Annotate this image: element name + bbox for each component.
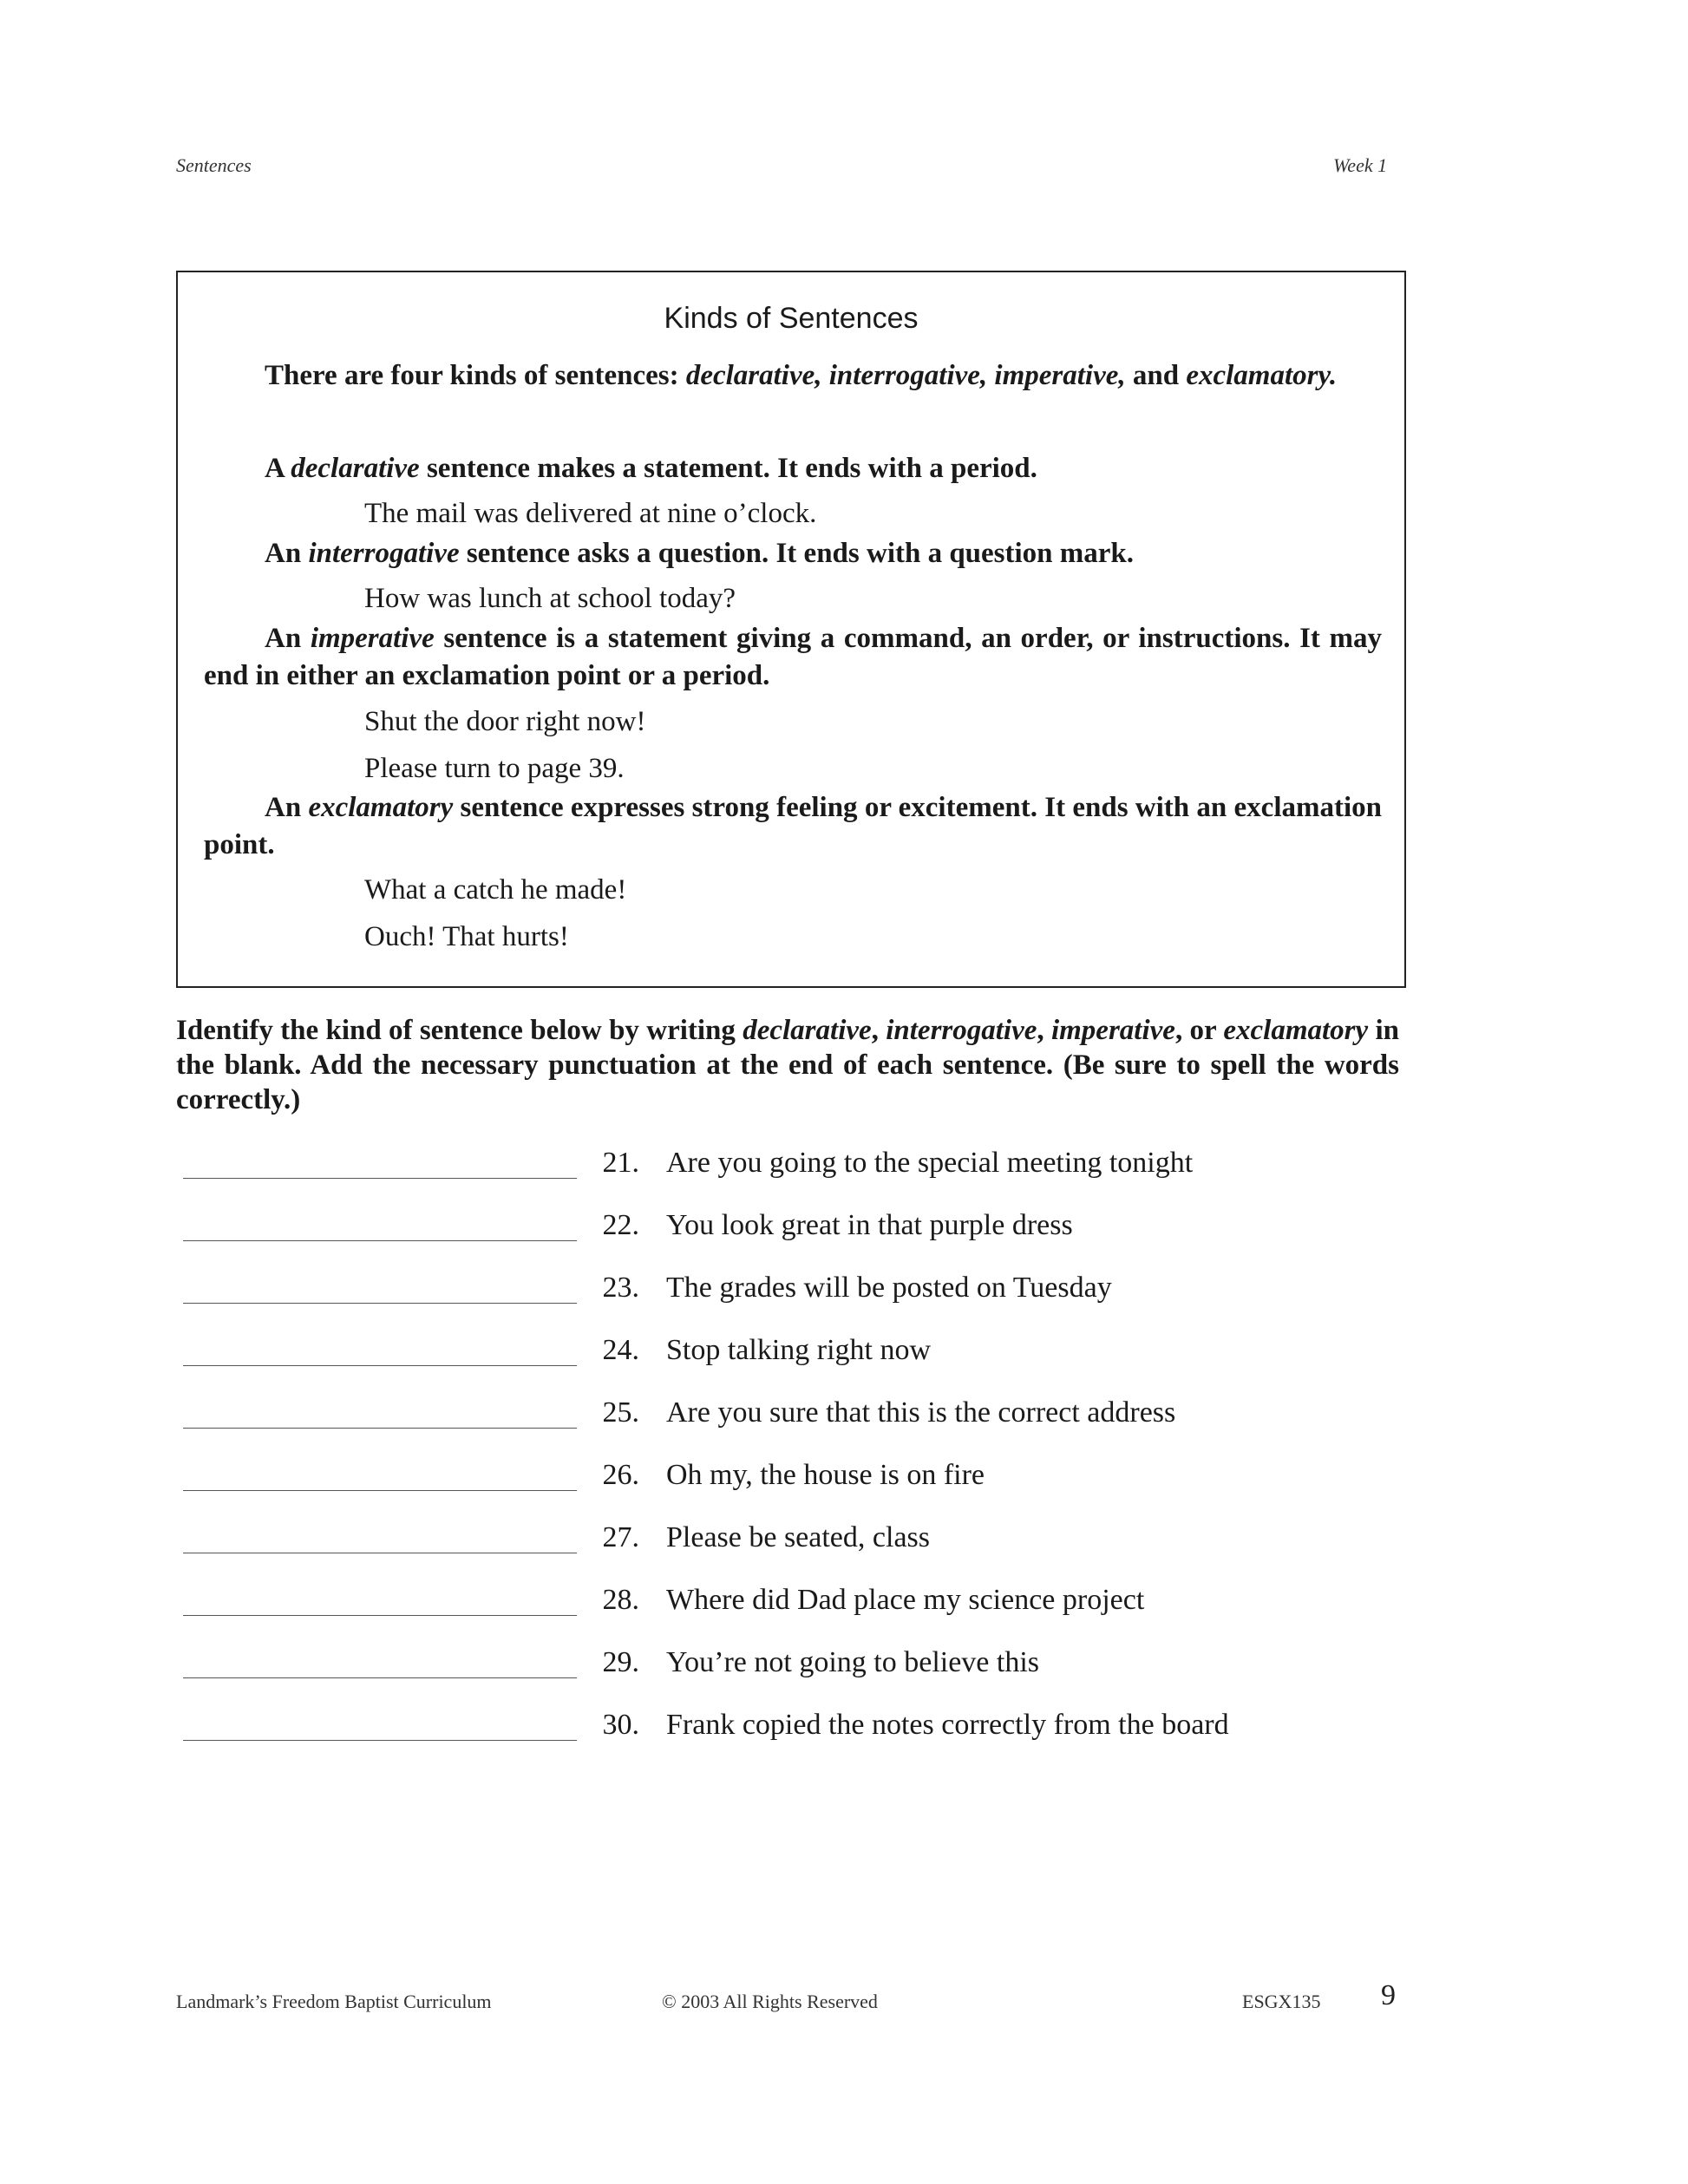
- instructions: [176, 1013, 1399, 1117]
- exercise-number: 25.: [602, 1396, 639, 1429]
- exclamatory-term: exclamatory: [308, 792, 454, 823]
- declarative-example: The mail was delivered at nine o’clock.: [364, 498, 817, 529]
- exercise-item-25: [176, 1396, 1408, 1440]
- exercise-number: 23.: [602, 1272, 639, 1304]
- header-week: Week 1: [1333, 154, 1388, 176]
- box-title: Kinds of Sentences: [664, 302, 919, 335]
- answer-blank[interactable]: [183, 1240, 577, 1241]
- exercise-item-26: [176, 1459, 1408, 1502]
- imperative-description: sentence is a statement giving a command, an order, or instructions. It may end in either an exclamation point or a period.: [204, 623, 1383, 691]
- exclamatory-rule: [204, 789, 1382, 864]
- exercise-item-24: [176, 1334, 1408, 1377]
- exercise-sentence: Please be seated, class: [666, 1521, 930, 1553]
- exercise-number: 26.: [602, 1459, 639, 1491]
- exercise-sentence: You’re not going to believe this: [666, 1646, 1040, 1678]
- answer-blank[interactable]: [183, 1428, 577, 1429]
- exercise-item-30: [176, 1709, 1408, 1752]
- exclamatory-example-1: What a catch he made!: [364, 874, 627, 906]
- exercise-number: 21.: [602, 1147, 639, 1179]
- interrogative-rule: [204, 535, 1382, 572]
- instructions-term-interrogative: interrogative: [886, 1015, 1037, 1046]
- intro-paragraph: [204, 357, 1382, 395]
- exercise-item-28: [176, 1584, 1408, 1627]
- imperative-article: An: [265, 623, 311, 654]
- answer-blank[interactable]: [183, 1303, 577, 1304]
- exercise-sentence: Where did Dad place my science project: [666, 1584, 1145, 1616]
- exercise-sentence: You look great in that purple dress: [666, 1209, 1073, 1241]
- exercise-number: 30.: [602, 1709, 639, 1741]
- intro-kinds-list: declarative, interrogative, imperative,: [685, 360, 1126, 391]
- exercise-item-22: [176, 1209, 1408, 1252]
- footer-copyright: © 2003 All Rights Reserved: [662, 1991, 878, 2012]
- exercise-number: 29.: [602, 1646, 639, 1678]
- exclamatory-example-2: Ouch! That hurts!: [364, 921, 569, 952]
- exclamatory-description: sentence expresses strong feeling or excitement. It ends with an exclamation point.: [204, 792, 1382, 860]
- exclamatory-article: An: [265, 792, 309, 823]
- exercise-item-29: [176, 1646, 1408, 1690]
- answer-blank[interactable]: [183, 1490, 577, 1491]
- exercise-item-27: [176, 1521, 1408, 1565]
- exercise-number: 28.: [602, 1584, 639, 1616]
- instructions-term-imperative: imperative: [1050, 1015, 1175, 1046]
- interrogative-term: interrogative: [308, 538, 460, 569]
- answer-blank[interactable]: [183, 1740, 577, 1741]
- exercise-sentence: The grades will be posted on Tuesday: [666, 1272, 1112, 1304]
- instructions-term-exclamatory: exclamatory: [1223, 1015, 1369, 1046]
- exercise-number: 22.: [602, 1209, 639, 1241]
- exercise-number: 27.: [602, 1521, 639, 1553]
- imperative-term: imperative: [310, 623, 435, 654]
- instructions-text-a: Identify the kind of sentence below by writing: [176, 1015, 743, 1046]
- answer-blank[interactable]: [183, 1178, 577, 1179]
- intro-text-a: There are four kinds of sentences:: [265, 360, 686, 391]
- rule-box: [176, 271, 1406, 988]
- answer-blank[interactable]: [183, 1615, 577, 1616]
- imperative-rule: [204, 620, 1382, 695]
- declarative-term: declarative: [291, 453, 420, 484]
- footer-code: ESGX135: [1242, 1991, 1321, 2012]
- exercise-sentence: Are you sure that this is the correct address: [666, 1396, 1176, 1429]
- instructions-text-end: in the blank. Add the necessary punctuation at the end of each sentence. (Be sure to spell the words correctly.): [176, 1015, 1400, 1115]
- exercise-item-23: [176, 1272, 1408, 1315]
- declarative-description: sentence makes a statement. It ends with a period.: [419, 453, 1037, 484]
- declarative-article: A: [265, 453, 291, 484]
- answer-blank[interactable]: [183, 1365, 577, 1366]
- intro-text-c: and: [1125, 360, 1187, 391]
- footer-curriculum: Landmark’s Freedom Baptist Curriculum: [176, 1991, 492, 2012]
- header-topic: Sentences: [176, 154, 252, 176]
- instructions-sep-2: ,: [1037, 1015, 1051, 1046]
- exercise-item-21: [176, 1147, 1408, 1190]
- interrogative-example: How was lunch at school today?: [364, 583, 736, 614]
- intro-kind-exclamatory: exclamatory.: [1186, 360, 1338, 391]
- instructions-term-declarative: declarative: [743, 1015, 872, 1046]
- exercise-sentence: Stop talking right now: [666, 1334, 932, 1366]
- answer-blank[interactable]: [183, 1677, 577, 1678]
- page-number: 9: [1381, 1979, 1396, 2011]
- instructions-sep-1: ,: [871, 1015, 887, 1046]
- interrogative-description: sentence asks a question. It ends with a question mark.: [459, 538, 1135, 569]
- exercise-sentence: Are you going to the special meeting tonight: [666, 1147, 1194, 1179]
- exercise-sentence: Oh my, the house is on fire: [666, 1459, 985, 1491]
- exercise-sentence: Frank copied the notes correctly from the board: [666, 1709, 1229, 1741]
- exercise-number: 24.: [602, 1334, 639, 1366]
- imperative-example-2: Please turn to page 39.: [364, 753, 625, 784]
- imperative-example-1: Shut the door right now!: [364, 706, 646, 737]
- declarative-rule: [204, 450, 1382, 487]
- interrogative-article: An: [265, 538, 309, 569]
- instructions-sep-3: , or: [1174, 1015, 1224, 1046]
